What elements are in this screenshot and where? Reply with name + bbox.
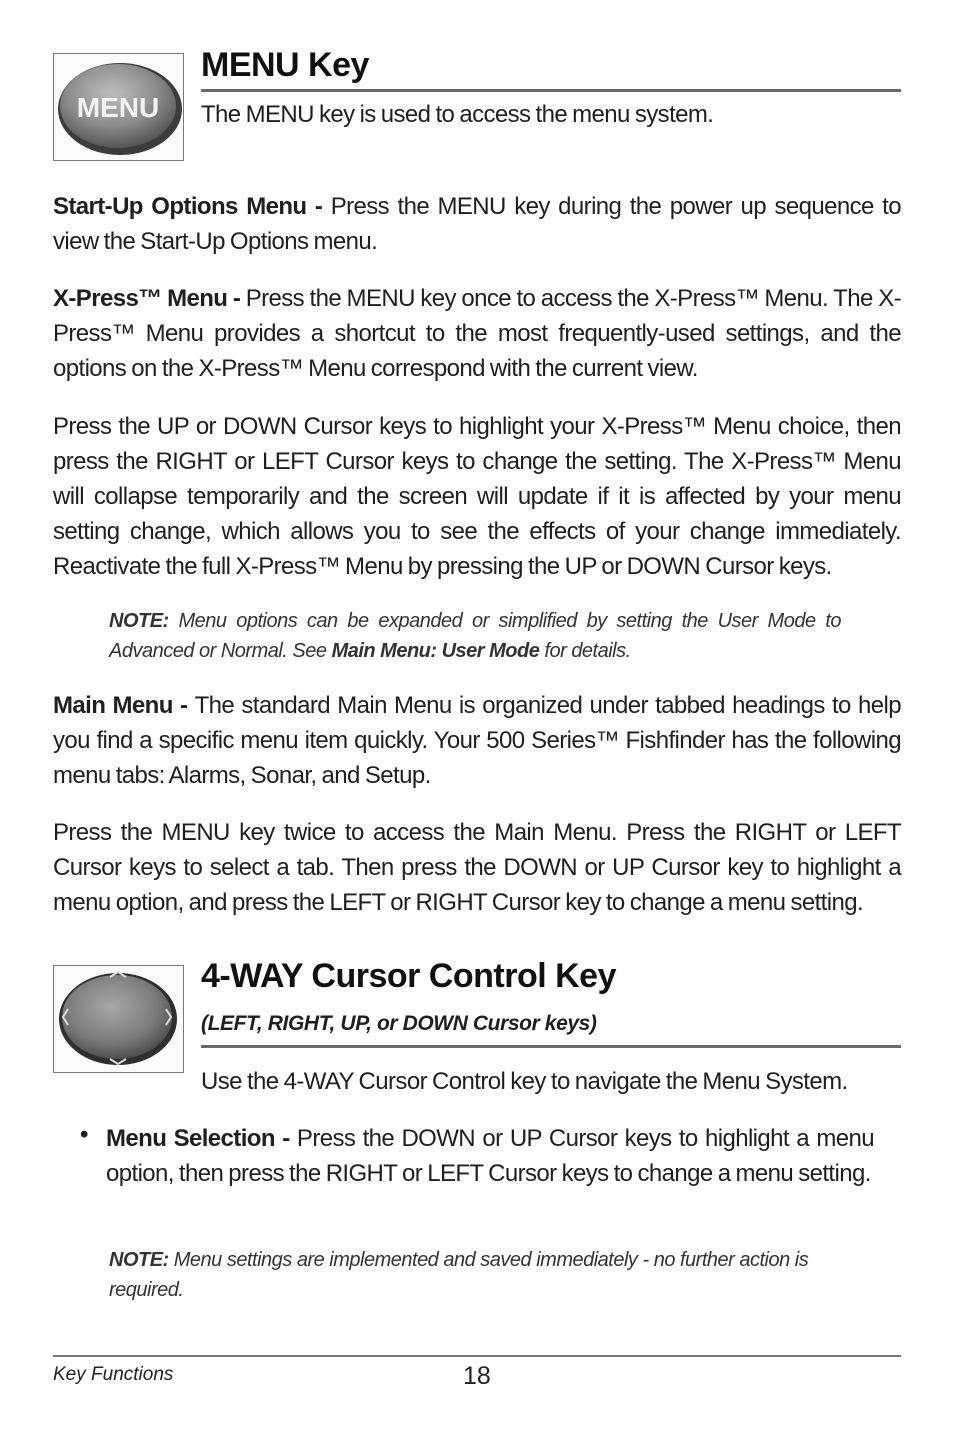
- footer-rule: [53, 1355, 901, 1357]
- cursor-note-label: NOTE:: [109, 1249, 169, 1271]
- note-text-1: Menu options can be expanded or simplified by setting the User Mode to Advanced or Normal. See: [109, 610, 841, 662]
- note-label: NOTE:: [109, 610, 169, 632]
- menu-selection-text: Press the DOWN or UP Cursor keys to highlight a menu option, then press the RIGHT or LEFT Cursor keys to change a menu setting.: [106, 1125, 874, 1187]
- menu-selection-label: Menu Selection -: [106, 1125, 297, 1152]
- xpress-menu-text: Press the MENU key once to access the X-Press™ Menu. The X-Press™ Menu provides a shortcut to the most frequently-used settings, and the options on the X-Press™ Menu correspond with the current view.: [53, 285, 901, 382]
- menu-button-graphic: [54, 54, 183, 160]
- main-menu-text: The standard Main Menu is organized under tabbed headings to help you find a specific menu item quickly. Your 500 Series™ Fishfinder has the following menu tabs: Alarms, Sonar, and Setup.: [53, 692, 901, 789]
- startup-options-paragraph: [53, 189, 901, 259]
- bullet-dot: •: [80, 1121, 89, 1148]
- startup-options-label: Start-Up Options Menu -: [53, 193, 331, 220]
- xpress-menu-label: X-Press™ Menu -: [53, 285, 246, 312]
- cursor-key-intro: Use the 4-WAY Cursor Control key to navigate the Menu System.: [201, 1068, 848, 1095]
- cursor-key-subtitle: (LEFT, RIGHT, UP, or DOWN Cursor keys): [201, 1012, 597, 1035]
- note-text-2: for details.: [539, 640, 631, 662]
- menu-key-intro: The MENU key is used to access the menu system.: [201, 101, 714, 128]
- menu-key-icon: [53, 53, 184, 161]
- xpress-detail-paragraph: Press the UP or DOWN Cursor keys to highlight your X-Press™ Menu choice, then press the RIGHT or LEFT Cursor keys to change the setting. The X-Press™ Menu will collapse temporarily and the screen will update if it is affected by your menu setting change, which allows you to see the effects of your change immediately. Reactivate the full X-Press™ Menu by pressing the UP or DOWN Cursor keys.: [53, 413, 901, 580]
- main-menu-detail-paragraph: Press the MENU key twice to access the Main Menu. Press the RIGHT or LEFT Cursor keys to select a tab. Then press the DOWN or UP Cursor key to highlight a menu option, and press the LEFT or RIGHT Cursor key to change a menu setting.: [53, 819, 901, 916]
- note-reference: Main Menu: User Mode: [331, 640, 540, 662]
- cursor-note-text: Menu settings are implemented and saved immediately - no further action is required.: [109, 1249, 809, 1301]
- menu-selection-paragraph: [106, 1121, 874, 1191]
- main-menu-label: Main Menu -: [53, 692, 195, 719]
- menu-note: [109, 606, 841, 666]
- menu-icon-label: MENU: [76, 92, 160, 123]
- cursor-key-icon: [53, 965, 184, 1073]
- footer-section-name: Key Functions: [53, 1364, 174, 1385]
- xpress-menu-paragraph: [53, 281, 901, 386]
- startup-options-text: Press the MENU key during the power up sequence to view the Start-Up Options menu.: [53, 193, 901, 255]
- cursor-note: [109, 1245, 849, 1305]
- main-menu-paragraph: [53, 688, 901, 793]
- page-number: 18: [463, 1362, 491, 1390]
- cursor-key-title: 4-WAY Cursor Control Key: [201, 957, 616, 995]
- title-rule: [201, 89, 901, 92]
- subtitle-rule: [201, 1045, 901, 1048]
- cursor-pad-graphic: [54, 966, 183, 1072]
- menu-key-title: MENU Key: [201, 46, 369, 84]
